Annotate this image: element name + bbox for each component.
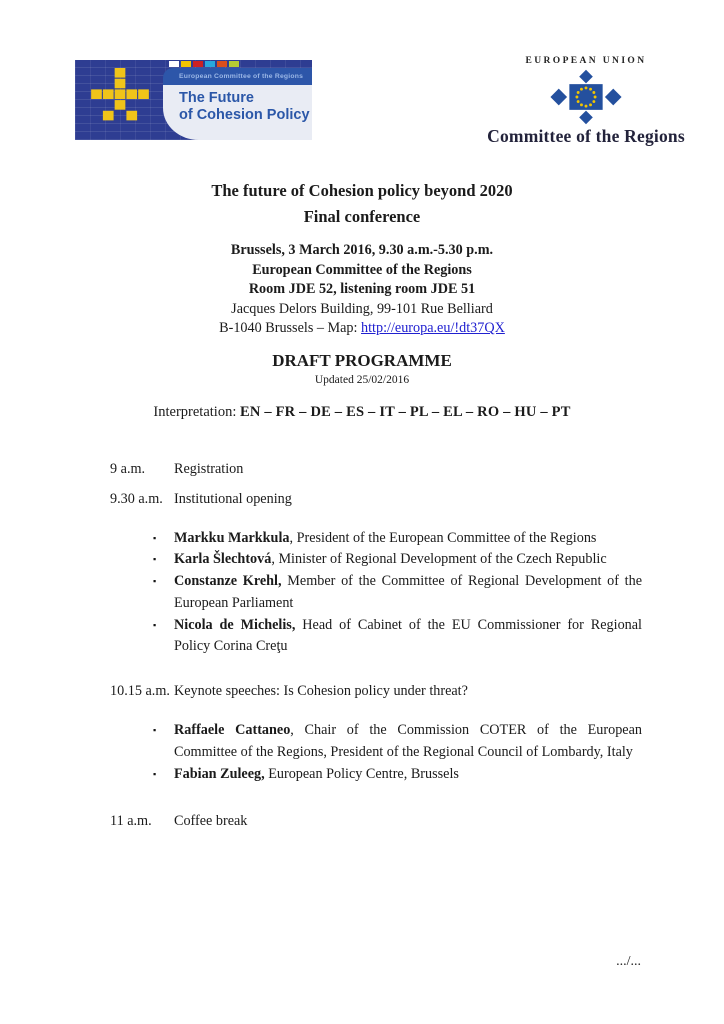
speaker-name: Nicola de Michelis, (174, 616, 296, 633)
strip-square (229, 61, 239, 67)
venue-date-line: Brussels, 3 March 2016, 9.30 a.m.-5.30 p.m. (230, 242, 494, 258)
speaker-name: Karla Šlechtová (174, 551, 272, 568)
color-strip (163, 60, 312, 68)
strip-square (181, 61, 191, 67)
speakers-list (150, 528, 642, 659)
speaker-item (150, 528, 642, 550)
schedule-title: Institutional opening (174, 490, 292, 507)
schedule-row-keynote-speeches (110, 682, 642, 700)
eu-emblem-icon (548, 69, 624, 125)
speaker-item (150, 615, 642, 659)
schedule-row-coffee-break (110, 812, 642, 830)
interpretation-languages: EN – FR – DE – ES – IT – PL – EL – RO – HU – PT (239, 403, 571, 420)
speaker-desc: , President of the European Committee of the Regions (289, 529, 597, 546)
schedule-time: 9 a.m. (110, 460, 146, 477)
venue-block (0, 241, 724, 339)
banner-title (163, 85, 312, 140)
strip-square (169, 61, 179, 67)
document-header (0, 0, 724, 150)
strip-square (205, 61, 215, 67)
schedule-time: 11 a.m. (110, 812, 152, 829)
speaker-name: Constanze Krehl, (174, 573, 282, 590)
speaker-desc: , Minister of Regional Development of the Czech Republic (271, 551, 607, 568)
european-union-label: EUROPEAN UNION (525, 56, 647, 66)
venue-building-line: Jacques Delors Building, 99-101 Rue Belliard (231, 300, 493, 317)
lego-figure-icon (91, 68, 149, 130)
conference-title (0, 178, 724, 230)
speaker-item (150, 571, 642, 615)
speaker-desc: , Chair of the Commission COTER of the European Committee of the Regions, President of the Regional Council of Lombardy, Italy (174, 722, 642, 761)
committee-of-regions-logo (480, 56, 692, 147)
interpretation-line (0, 403, 724, 421)
schedule-title: Registration (174, 460, 244, 477)
page-continuation-marker: .../... (616, 954, 641, 969)
venue-map-prefix: B-1040 Brussels – Map: (219, 320, 362, 336)
venue-map-line (0, 319, 724, 339)
venue-room-line: Room JDE 52, listening room JDE 51 (248, 281, 476, 297)
committee-of-regions-label: Committee of the Regions (487, 126, 685, 146)
cohesion-policy-banner (75, 60, 312, 140)
speaker-item (150, 720, 642, 764)
conference-title-line1: The future of Cohesion policy beyond 2020 (211, 181, 513, 200)
schedule-title: Keynote speeches: Is Cohesion policy under threat? (174, 683, 468, 700)
programme-updated: Updated 25/02/2016 (314, 373, 410, 386)
speaker-name: Fabian Zuleeg, (174, 765, 265, 782)
strip-square (193, 61, 203, 67)
programme-title: DRAFT PROGRAMME (272, 350, 452, 370)
speaker-name: Markku Markkula (174, 529, 290, 546)
schedule-time: 9.30 a.m. (110, 490, 163, 507)
speaker-desc: Member of the Committee of Regional Development of the European Parliament (174, 573, 642, 611)
banner-title-line1: The Future (179, 90, 254, 106)
banner-text-panel (163, 60, 312, 140)
schedule-title: Coffee break (174, 812, 248, 829)
speaker-name: Raffaele Cattaneo (174, 722, 291, 739)
speaker-desc: European Policy Centre, Brussels (264, 765, 459, 782)
schedule-row-registration (110, 460, 642, 478)
schedule-row-institutional-opening (110, 490, 642, 508)
banner-title-line2: of Cohesion Policy (179, 106, 310, 123)
banner-lego-panel (75, 60, 163, 140)
conference-title-line2: Final conference (303, 207, 421, 226)
map-link[interactable]: http://europa.eu/!dt37QX (361, 320, 505, 336)
speakers-list (150, 720, 642, 785)
speaker-desc: Head of Cabinet of the EU Commissioner for Regional Policy Corina Creţu (174, 616, 642, 655)
interpretation-label: Interpretation: (153, 403, 240, 420)
speaker-item (150, 549, 642, 571)
venue-host-line: European Committee of the Regions (252, 261, 472, 278)
strip-square (217, 61, 227, 67)
schedule-time: 10.15 a.m. (110, 683, 170, 700)
banner-org-label: European Committee of the Regions (163, 68, 312, 85)
schedule (0, 460, 724, 830)
speaker-item (150, 764, 642, 786)
